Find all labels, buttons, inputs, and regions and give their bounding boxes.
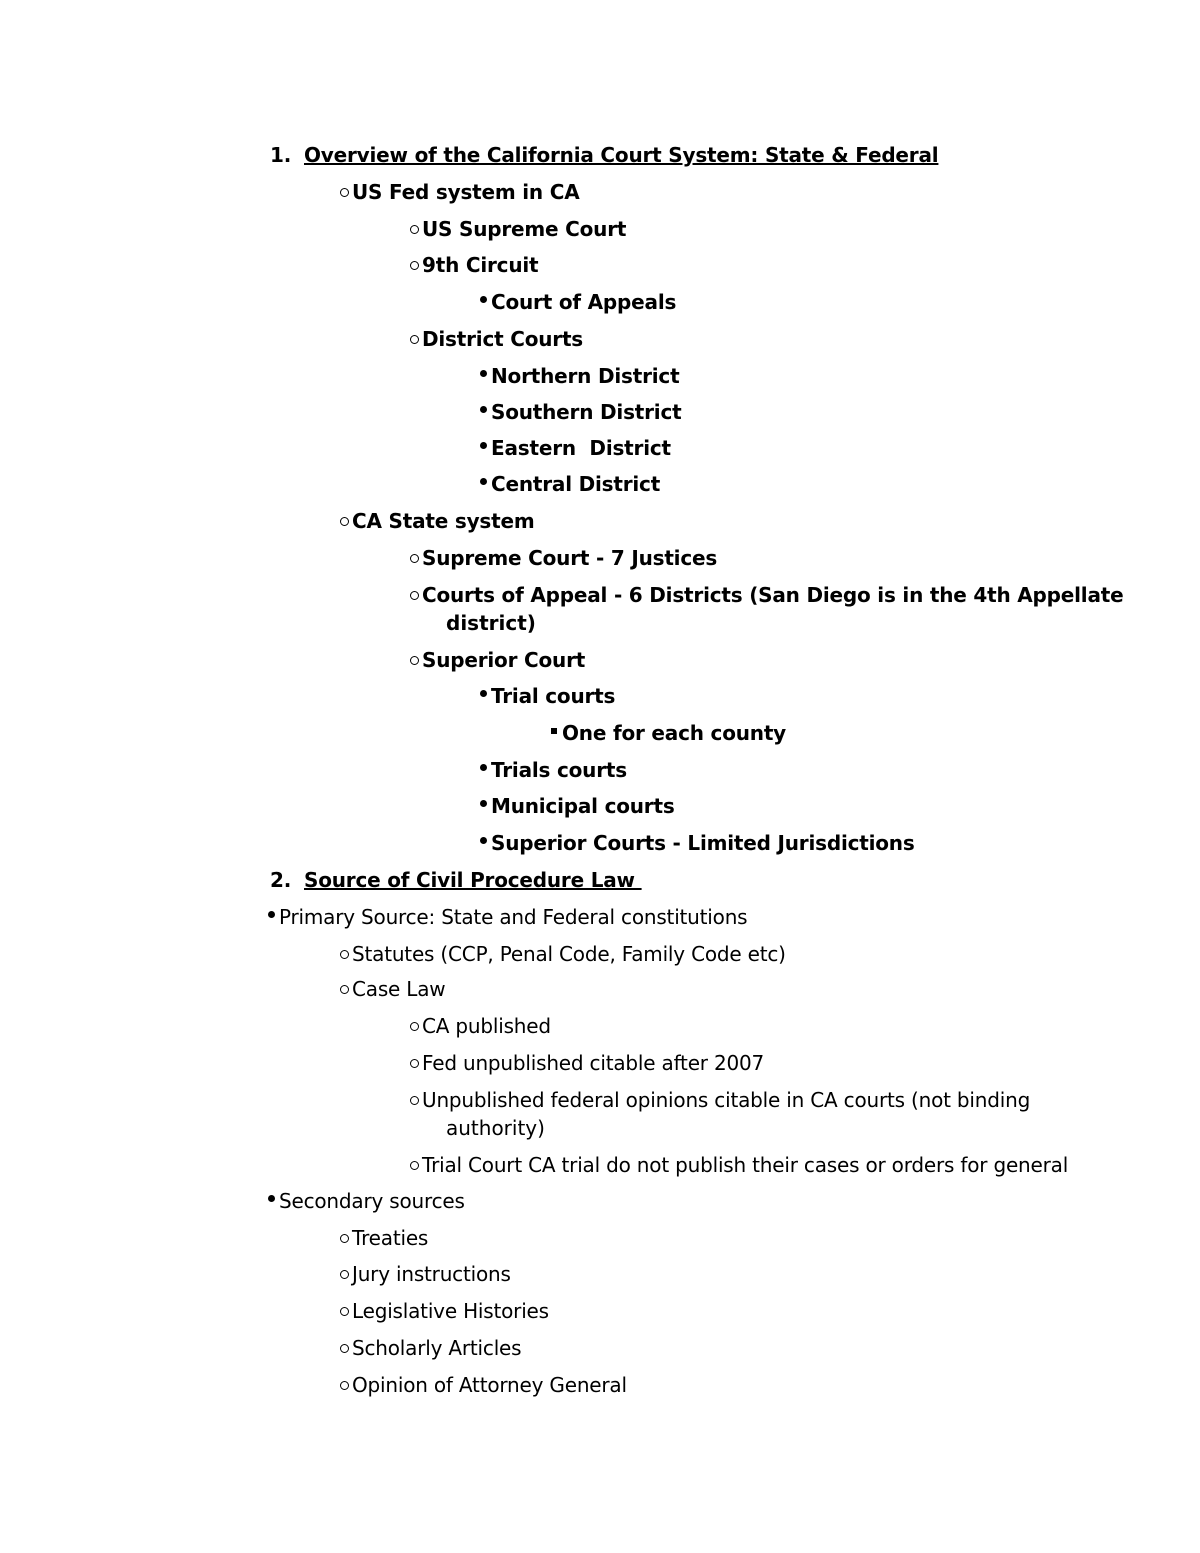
hollow-bullet-icon [340, 985, 349, 994]
section-2-title: Source of Civil Procedure Law [304, 868, 642, 892]
section-2-heading [270, 866, 642, 894]
list-item-trial-court: Trial Court CA trial do not publish their cases or orders for general [410, 1151, 1068, 1179]
list-item-fed-system: US Fed system in CA [340, 178, 580, 206]
list-item-us-supreme: US Supreme Court [410, 215, 626, 243]
list-item-secondary: Secondary sources [268, 1187, 465, 1215]
list-item-state-supreme: Supreme Court - 7 Justices [410, 544, 717, 572]
hollow-bullet-icon [340, 1307, 349, 1316]
filled-bullet-icon [480, 764, 487, 771]
list-item-unpublished-federal-cont: authority) [446, 1116, 545, 1140]
filled-bullet-icon [480, 406, 487, 413]
hollow-bullet-icon [340, 1234, 349, 1243]
hollow-bullet-icon [410, 225, 419, 234]
list-item-superior-court: Superior Court [410, 646, 585, 674]
list-item-courts-of-appeal: Courts of Appeal - 6 Districts (San Diego is in the 4th Appellate [410, 581, 1123, 609]
hollow-bullet-icon [340, 1270, 349, 1279]
list-item-trials-courts: Trials courts [480, 756, 627, 784]
filled-bullet-icon [268, 911, 275, 918]
list-item-municipal-courts: Municipal courts [480, 792, 675, 820]
list-item-primary: Primary Source: State and Federal constitutions [268, 903, 747, 931]
list-item-state-system: CA State system [340, 507, 534, 535]
list-item-courts-of-appeal-cont: district) [446, 611, 536, 635]
list-item-trial-courts: Trial courts [480, 682, 615, 710]
filled-bullet-icon [480, 837, 487, 844]
list-item-ca-published: CA published [410, 1012, 551, 1040]
list-item-district: Eastern District [480, 434, 671, 462]
list-item-court-of-appeals: Court of Appeals [480, 288, 676, 316]
hollow-bullet-icon [410, 335, 419, 344]
list-item-one-each-county: One for each county [551, 719, 786, 747]
hollow-bullet-icon [340, 188, 349, 197]
list-item-district: Central District [480, 470, 660, 498]
section-1-heading [270, 141, 938, 169]
list-item-district-courts: District Courts [410, 325, 583, 353]
filled-bullet-icon [480, 478, 487, 485]
list-item-district: Southern District [480, 398, 681, 426]
list-item-ninth-circuit: 9th Circuit [410, 251, 538, 279]
list-item-case-law: Case Law [340, 975, 445, 1003]
list-item-secondary-source: Jury instructions [340, 1260, 511, 1288]
list-item-district: Northern District [480, 362, 679, 390]
hollow-bullet-icon [340, 1381, 349, 1390]
hollow-bullet-icon [410, 1059, 419, 1068]
list-item-superior-limited: Superior Courts - Limited Jurisdictions [480, 829, 915, 857]
hollow-bullet-icon [410, 591, 419, 600]
filled-bullet-icon [268, 1195, 275, 1202]
section-1-title: Overview of the California Court System: State & Federal [304, 143, 939, 167]
list-item-statutes: Statutes (CCP, Penal Code, Family Code etc) [340, 940, 786, 968]
square-bullet-icon [551, 728, 557, 734]
filled-bullet-icon [480, 370, 487, 377]
filled-bullet-icon [480, 442, 487, 449]
section-1-number: 1. [270, 143, 292, 167]
list-item-secondary-source: Legislative Histories [340, 1297, 549, 1325]
list-item-fed-unpublished: Fed unpublished citable after 2007 [410, 1049, 764, 1077]
filled-bullet-icon [480, 296, 487, 303]
filled-bullet-icon [480, 800, 487, 807]
list-item-secondary-source: Treaties [340, 1224, 428, 1252]
hollow-bullet-icon [410, 656, 419, 665]
list-item-unpublished-federal: Unpublished federal opinions citable in CA courts (not binding [410, 1086, 1030, 1114]
hollow-bullet-icon [340, 950, 349, 959]
section-2-number: 2. [270, 868, 292, 892]
hollow-bullet-icon [340, 1344, 349, 1353]
filled-bullet-icon [480, 690, 487, 697]
list-item-secondary-source: Scholarly Articles [340, 1334, 521, 1362]
hollow-bullet-icon [340, 517, 349, 526]
hollow-bullet-icon [410, 261, 419, 270]
hollow-bullet-icon [410, 1096, 419, 1105]
hollow-bullet-icon [410, 1022, 419, 1031]
hollow-bullet-icon [410, 554, 419, 563]
hollow-bullet-icon [410, 1161, 419, 1170]
list-item-secondary-source: Opinion of Attorney General [340, 1371, 627, 1399]
